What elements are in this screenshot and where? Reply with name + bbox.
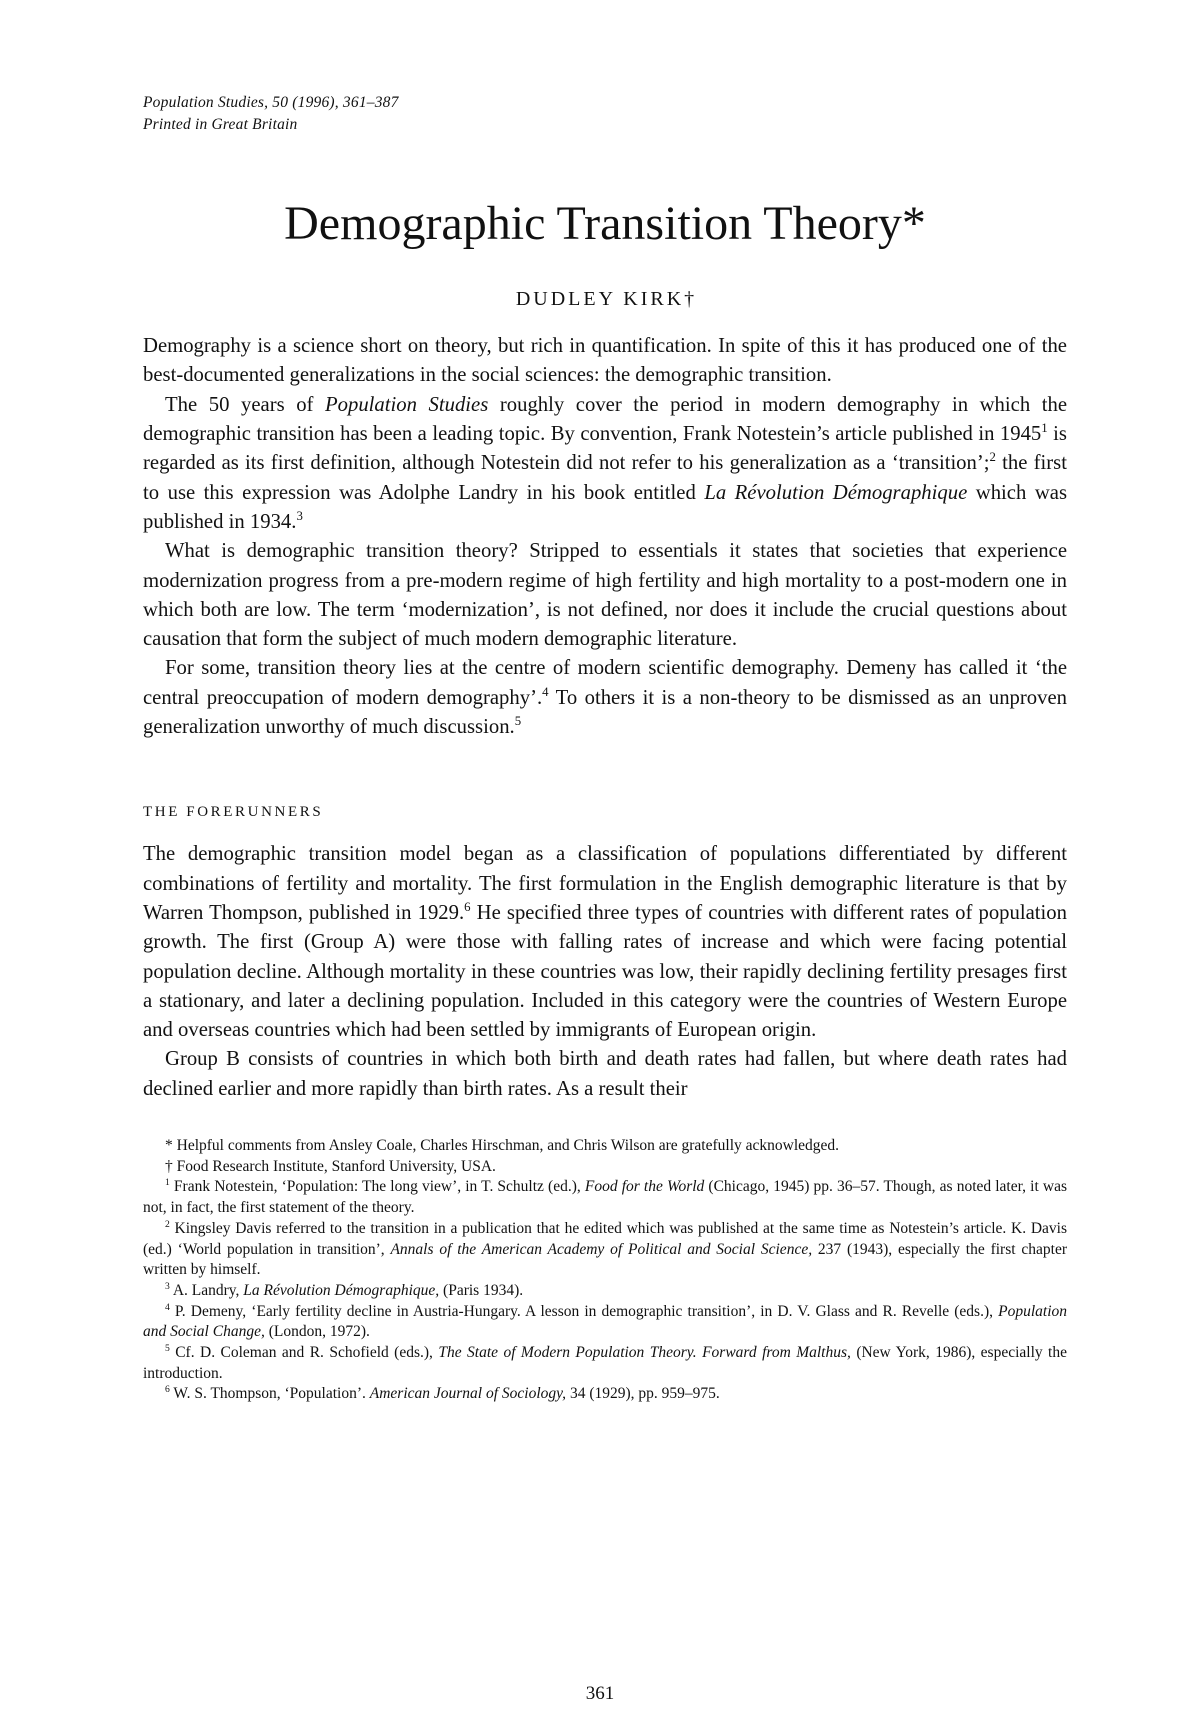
book-title: La Révolution Démographique, <box>243 1281 440 1299</box>
text-run: which was published in 1934. <box>143 481 1067 533</box>
footnote-4 <box>143 1302 1067 1343</box>
text-run: He specified three types of countries with different rates of population growth. The first (Group A) were those with falling rates of increase and which were facing potential population decline. Although mortality in these countries was low, their rapidly declining fertility presages first a stationary, and later a declining population. Included in this category were the countries of Western Europe and overseas countries which had been settled by immigrants of European origin. <box>143 901 1067 1042</box>
footnote-mark: 4 <box>165 1301 170 1313</box>
footnote-dagger: † Food Research Institute, Stanford University, USA. <box>165 1157 496 1175</box>
printed-in-line: Printed in Great Britain <box>143 116 298 133</box>
section-paragraph-1 <box>143 840 1067 1045</box>
section-text <box>143 840 1067 1104</box>
book-title: Food for the World <box>584 1178 705 1196</box>
text-run: A. Landry, <box>169 1281 244 1299</box>
footnote-2 <box>143 1219 1067 1281</box>
footnote-ref-1[interactable]: 1 <box>1041 421 1048 436</box>
book-title: La Révolution Démographique <box>704 481 968 504</box>
intro-paragraph-4 <box>143 654 1067 742</box>
footnote-star: * Helpful comments from Ansley Coale, Charles Hirschman, and Chris Wilson are gratefully acknowledged. <box>165 1136 840 1154</box>
text-run: (Paris 1934). <box>439 1281 524 1299</box>
intro-paragraph-2 <box>143 391 1067 537</box>
footnote-mark: 1 <box>165 1177 170 1189</box>
footnote-mark: 5 <box>165 1342 170 1354</box>
text-run: For some, transition theory lies at the centre of modern scientific demography. Demeny has called it ‘the central preoccupation of modern demography’. <box>143 657 1067 709</box>
author-affiliation-mark: † <box>684 288 695 311</box>
journal-citation-line: Population Studies, 50 (1996), 361–387 <box>143 94 399 111</box>
page-number: 361 <box>585 1683 615 1704</box>
section-heading: THE FORERUNNERS <box>143 804 324 821</box>
book-title: The State of Modern Population Theory. Forward from Malthus, <box>438 1344 851 1362</box>
article-title: Demographic Transition Theory* <box>284 197 926 250</box>
footnote-mark: 6 <box>165 1384 170 1396</box>
text-run: (Chicago, 1945) pp. 36–57. Though, as noted later, it was not, in fact, the first statement of the theory. <box>143 1178 1067 1217</box>
journal-name: Annals of the American Academy of Political and Social Science, <box>390 1240 813 1258</box>
author-line <box>143 286 1067 312</box>
book-title: Population and Social Change, <box>143 1302 1067 1341</box>
article-page <box>143 92 1067 1405</box>
intro-text <box>143 332 1067 742</box>
text-run: The demographic transition model began as a classification of populations differentiated by different combinations of fertility and mortality. The first formulation in the English demographic literature is that by Warren Thompson, published in 1929. <box>143 843 1067 924</box>
text-run: Cf. D. Coleman and R. Schofield (eds.), <box>169 1344 439 1362</box>
text-run: the first to use this expression was Adolphe Landry in his book entitled <box>143 452 1067 504</box>
text-run: To others it is a non-theory to be dismissed as an unproven generalization unworthy of much discussion. <box>143 686 1067 739</box>
text-run: The 50 years of <box>165 393 326 416</box>
footnote-ref-4[interactable]: 4 <box>542 684 549 699</box>
footnote-1 <box>143 1177 1067 1218</box>
author-name: DUDLEY KIRK <box>515 288 685 311</box>
text-run: Frank Notestein, ‘Population: The long view’, in T. Schultz (ed.), <box>169 1178 585 1196</box>
footnote-ref-2[interactable]: 2 <box>989 450 996 465</box>
intro-paragraph-1: Demography is a science short on theory, but rich in quantification. In spite of this it has produced one of the best-documented generalizations in the social sciences: the demographic transition. <box>143 335 1067 387</box>
journal-name: Population Studies <box>325 393 489 416</box>
footnote-ref-6[interactable]: 6 <box>464 900 471 915</box>
journal-name: American Journal of Sociology, <box>369 1385 567 1403</box>
text-run: is regarded as its first definition, although Notestein did not refer to his generalization as a ‘transition’; <box>143 423 1067 475</box>
text-run: P. Demeny, ‘Early fertility decline in Austria-Hungary. A lesson in demographic transition’, in D. V. Glass and R. Revelle (eds.), <box>169 1302 999 1320</box>
intro-paragraph-3: What is demographic transition theory? Stripped to essentials it states that societies that experience modernization progress from a pre-modern regime of high fertility and high mortality to a post-modern one in which both are low. The term ‘modernization’, is not defined, nor does it include the crucial questions about causation that form the subject of much modern demographic literature. <box>143 540 1067 651</box>
text-run: Kingsley Davis referred to the transition in a publication that he edited which was published at the same time as Notestein’s article. K. Davis (ed.) ‘World population in transition’, <box>143 1219 1067 1258</box>
text-run: 237 (1943), especially the first chapter written by himself. <box>143 1240 1067 1279</box>
text-run: 34 (1929), pp. 959–975. <box>566 1385 720 1403</box>
footnote-5 <box>143 1343 1067 1384</box>
footnote-ref-3[interactable]: 3 <box>296 509 303 524</box>
footnotes <box>143 1136 1067 1405</box>
footnote-mark: 2 <box>165 1218 170 1230</box>
text-run: roughly cover the period in modern demography in which the demographic transition has been a leading topic. By convention, Frank Notestein’s article published in 1945 <box>143 393 1068 446</box>
footnote-6 <box>143 1384 1067 1405</box>
footnote-ref-5[interactable]: 5 <box>514 714 522 729</box>
text-run: W. S. Thompson, ‘Population’. <box>169 1385 370 1403</box>
text-run: (New York, 1986), especially the introduction. <box>143 1344 1067 1382</box>
text-run: (London, 1972). <box>264 1323 370 1341</box>
section-paragraph-2: Group B consists of countries in which both birth and death rates had fallen, but where death rates had declined earlier and more rapidly than birth rates. As a result their <box>143 1048 1067 1100</box>
footnote-3 <box>143 1281 1067 1302</box>
footnote-mark: 3 <box>165 1280 170 1292</box>
